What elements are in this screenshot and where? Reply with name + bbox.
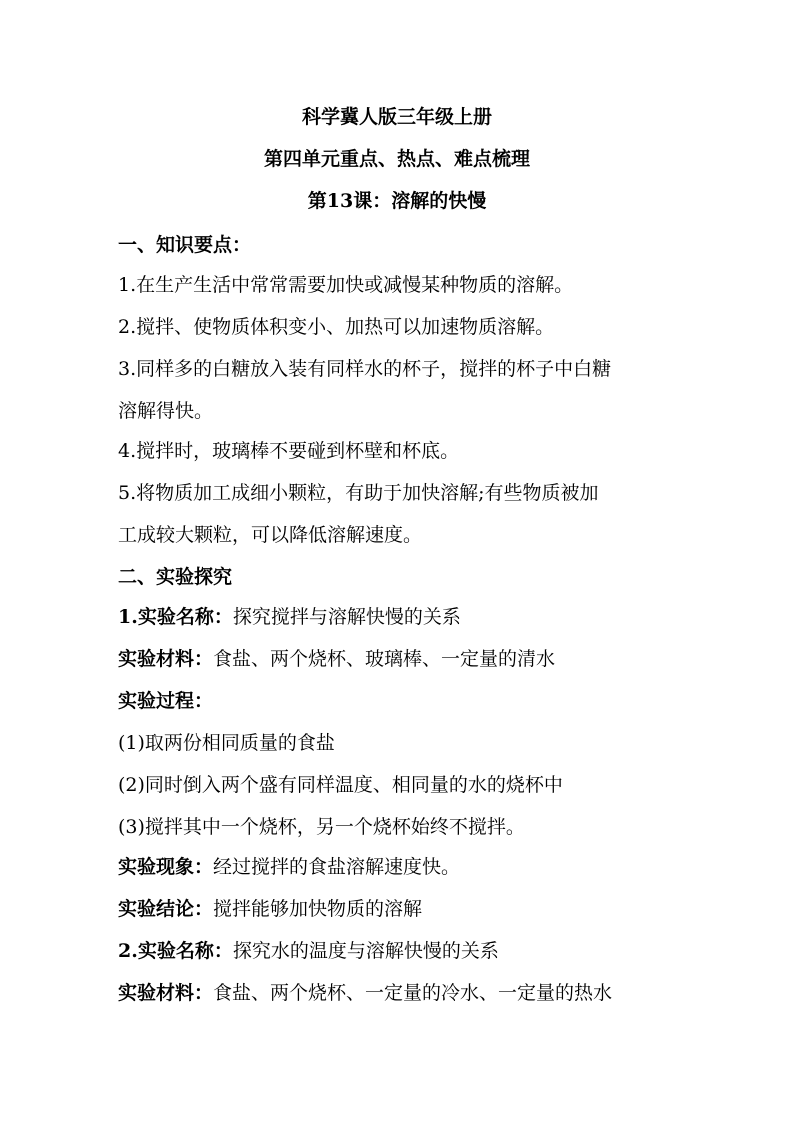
exp1-phenomenon-label: 实验现象：	[118, 856, 214, 878]
exp1-step-1: (1)取两份相同质量的食盐	[118, 732, 335, 754]
knowledge-point-3: 3.同样多的白糖放入装有同样水的杯子，搅拌的杯子中白糖	[118, 358, 612, 380]
knowledge-point-1: 1.在生产生活中常常需要加快或减慢某种物质的溶解。	[118, 274, 574, 296]
exp1-materials-text: 食盐、两个烧杯、玻璃棒、一定量的清水	[213, 648, 556, 670]
unit-title: 第四单元重点、热点、难点梳理	[263, 148, 530, 170]
section-heading-knowledge: 一、知识要点：	[118, 234, 252, 256]
exp1-conclusion-label: 实验结论：	[118, 898, 214, 920]
exp1-name	[118, 604, 461, 630]
exp1-phenomenon	[118, 854, 460, 880]
exp1-step-2: (2)同时倒入两个盛有同样温度、相同量的水的烧杯中	[118, 774, 563, 796]
exp2-name-label: 2.实验名称：	[118, 940, 233, 962]
exp1-materials-label: 实验材料：	[118, 648, 214, 670]
document-title: 科学冀人版三年级上册	[301, 106, 492, 128]
exp1-name-label: 1.实验名称：	[118, 606, 233, 628]
lesson-title: 第13课：溶解的快慢	[307, 190, 487, 212]
exp2-materials-text: 食盐、两个烧杯、一定量的冷水、一定量的热水	[213, 982, 613, 1004]
exp1-phenomenon-text: 经过搅拌的食盐溶解速度快。	[213, 856, 461, 878]
exp1-name-text: 探究搅拌与溶解快慢的关系	[232, 606, 461, 628]
exp2-materials-label: 实验材料：	[118, 982, 214, 1004]
knowledge-point-5-continued: 工成较大颗粒，可以降低溶解速度。	[118, 524, 423, 546]
exp2-name-text: 探究水的温度与溶解快慢的关系	[232, 940, 499, 962]
exp1-materials	[118, 646, 555, 672]
exp1-conclusion	[118, 896, 422, 922]
knowledge-point-3-continued: 溶解得快。	[118, 400, 214, 422]
knowledge-point-4: 4.搅拌时，玻璃棒不要碰到杯壁和杯底。	[118, 440, 460, 462]
knowledge-point-5: 5.将物质加工成细小颗粒，有助于加快溶解;有些物质被加	[118, 482, 599, 504]
exp2-materials	[118, 980, 612, 1006]
knowledge-point-2: 2.搅拌、使物质体积变小、加热可以加速物质溶解。	[118, 316, 555, 338]
exp1-step-3: (3)搅拌其中一个烧杯，另一个烧杯始终不搅拌。	[118, 816, 525, 838]
exp2-name	[118, 938, 499, 964]
exp1-conclusion-text: 搅拌能够加快物质的溶解	[213, 898, 423, 920]
section-heading-experiments: 二、实验探究	[118, 566, 233, 588]
exp1-process-label: 实验过程：	[118, 690, 214, 712]
